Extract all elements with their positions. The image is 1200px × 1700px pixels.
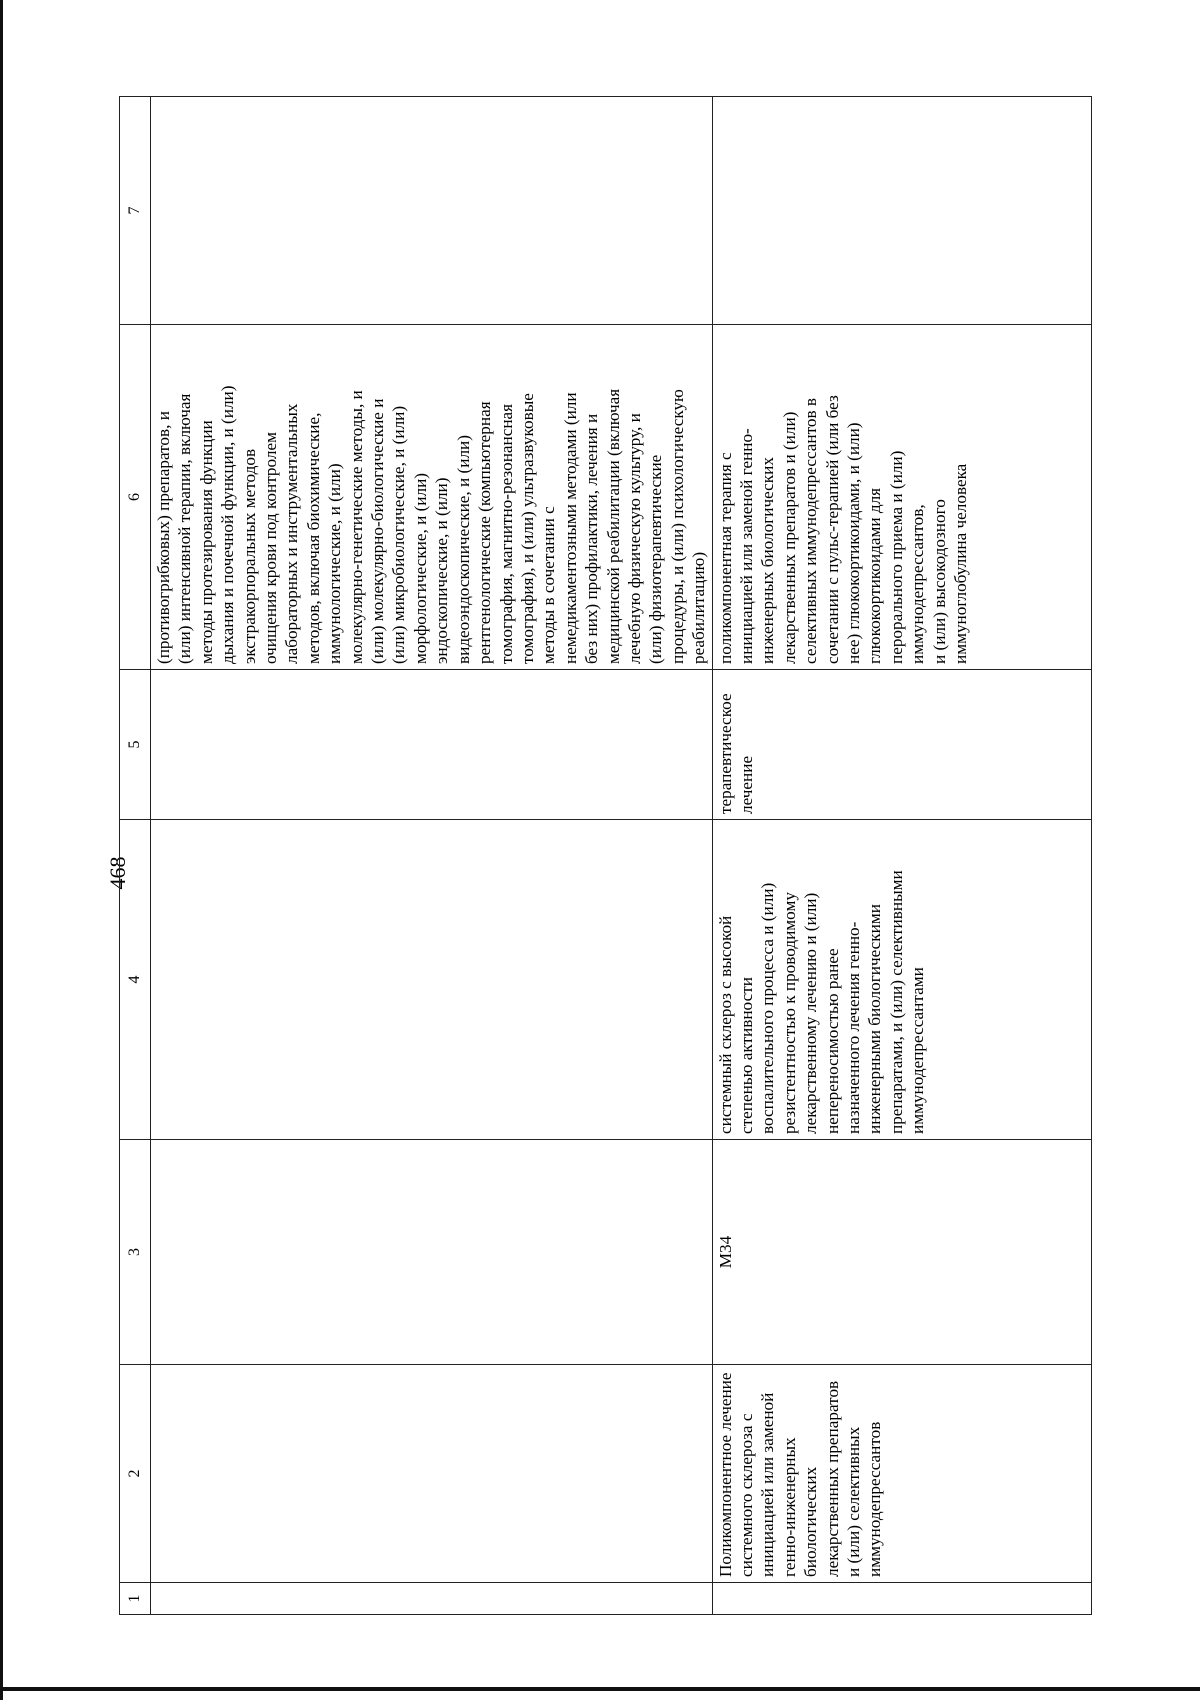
main-col-1 xyxy=(712,1583,1091,1615)
main-col-4-text: системный склероз с высокой степенью активности воспалительного процесса и (или) резистентностью к проводимому лекарственному лечению и (или) непереносимостью ранее назначенного лечения генно- инженерными биологическими препаратами, и (или) селективными иммунодепрессантами xyxy=(712,820,1091,1140)
continuation-row xyxy=(151,97,713,1615)
rotated-table xyxy=(119,97,1092,1615)
cont-col-5 xyxy=(151,670,713,820)
header-col-6: 6 xyxy=(120,325,151,670)
cont-col-3 xyxy=(151,1140,713,1365)
cont-col-6-text: (противогрибковых) препаратов, и (или) интенсивной терапии, включая методы протезирования функции дыхания и почечной функции, и (или) экстракорпоральных методов очищения крови под контролем лабораторных и инструментальных методов, включая биохимические, иммунологические, и (или) молекулярно-генетические методы, и (или) молекулярно-биологические и (или) микробиологические, и (или) морфологические, и (или) эндоскопические, и (или) видеоэндоскопические, и (или) рентгенологические (компьютерная томография, магнитно-резонансная томография), и (или) ультразвуковые методы в сочетании с немедикаментозными методами (или без них) профилактики, лечения и медицинской реабилитации (включая лечебную физическую культуру, и (или) физиотерапевтические процедуры, и (или) психологическую реабилитацию) xyxy=(151,325,713,670)
cont-col-2 xyxy=(151,1365,713,1583)
treatment-table xyxy=(119,96,1092,1615)
header-col-2: 2 xyxy=(120,1365,151,1583)
main-col-6-text: поликомпонентная терапия с инициацией или заменой генно- инженерных биологических лекарственных препаратов и (или) селективных иммунодепрессантов в сочетании с пульс-терапией (или без нее) глюкокортикоидами, и (или) глюкокортикоидами для перорального приема и (или) иммунодепрессантов, и (или) высокодозного иммуноглобулина человека xyxy=(712,325,1091,670)
header-col-5: 5 xyxy=(120,670,151,820)
cont-col-7 xyxy=(151,97,713,325)
header-col-3: 3 xyxy=(120,1140,151,1365)
cont-col-1 xyxy=(151,1583,713,1615)
header-col-7: 7 xyxy=(120,97,151,325)
page-number: 468 xyxy=(105,856,130,890)
scan-border-left xyxy=(0,0,3,1700)
main-col-5-text: терапевтическое лечение xyxy=(712,670,1091,820)
main-row xyxy=(712,97,1091,1615)
cont-col-4 xyxy=(151,820,713,1140)
header-col-1: 1 xyxy=(120,1583,151,1615)
header-row xyxy=(120,97,151,1615)
header-col-4: 4 xyxy=(120,820,151,1140)
scan-border-bottom xyxy=(0,1687,1200,1691)
main-col-3-code: M34 xyxy=(712,1140,1091,1365)
main-col-7 xyxy=(712,97,1091,325)
main-col-2-text: Поликомпонентное лечение системного склероза с инициацией или заменой генно-инженерных биологических лекарственных препаратов и (или) селективных иммунодепрессантов xyxy=(712,1365,1091,1583)
